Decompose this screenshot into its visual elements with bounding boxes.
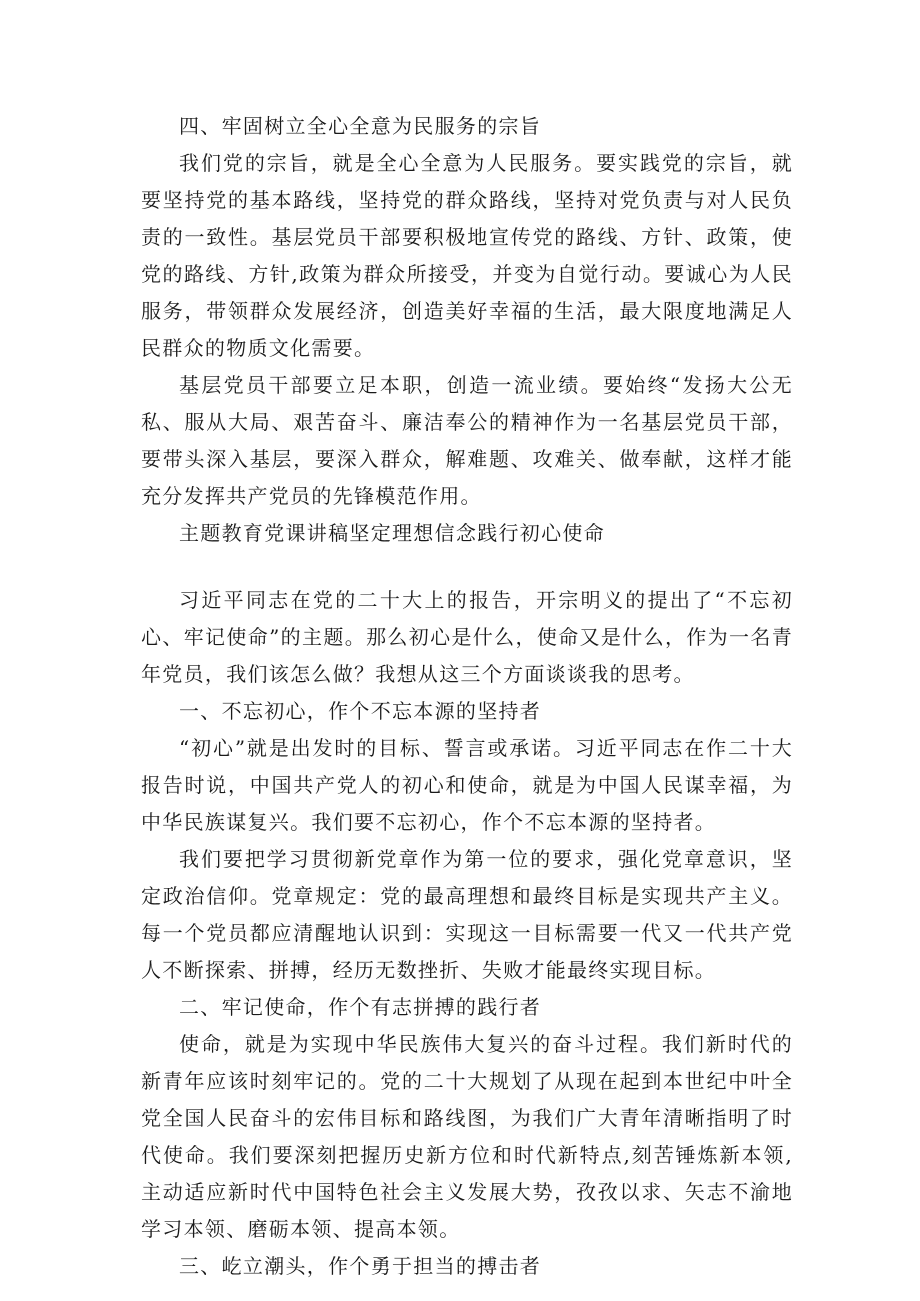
- section4-heading: 四、牢固树立全心全意为民服务的宗旨: [179, 114, 542, 138]
- paragraph-mission: 使命，就是为实现中华民族伟大复兴的奋斗过程。我们新时代的新青年应该时刻牢记的。党的二十大规划了从现在起到本世纪中叶全党全国人民奋斗的宏伟目标和路线图，为我们广大青年清晰指明了时代使命。我们要深刻把握历史新方位和时代新特点,刻苦锤炼新本领,主动适应新时代中国特色社会主义发展大势，孜孜以求、矢志不渝地学习本领、磨砺本领、提高本领。: [141, 1032, 793, 1241]
- paragraph-party-constitution: 我们要把学习贯彻新党章作为第一位的要求，强化党章意识，坚定政治信仰。党章规定：党的最高理想和最终目标是实现共产主义。每一个党员都应清醒地认识到：实现这一目标需要一代又一代共产党人不断探索、拼搏，经历无数挫折、失败才能最终实现目标。: [141, 847, 793, 982]
- heading-section-2: 二、牢记使命，作个有志拼搏的践行者: [179, 995, 542, 1019]
- paragraph-intro: 习近平同志在党的二十大上的报告，开宗明义的提出了“不忘初心、牢记使命”的主题。那么初心是什么，使命又是什么，作为一名青年党员，我们该怎么做？我想从这三个方面谈谈我的思考。: [141, 588, 793, 686]
- blank-line: [141, 552, 793, 582]
- article-title: 主题教育党课讲稿坚定理想信念践行初心使命: [179, 521, 605, 545]
- document-body: [141, 108, 793, 1285]
- heading-section-3: 三、屹立潮头，作个勇于担当的搏击者: [179, 1254, 542, 1278]
- heading-section-1: 一、不忘初心，作个不忘本源的坚持者: [179, 699, 542, 723]
- paragraph-grassroots-cadres: 基层党员干部要立足本职，创造一流业绩。要始终“发扬大公无私、服从大局、艰苦奋斗、廉洁奉公的精神作为一名基层党员干部，要带头深入基层，要深入群众，解难题、攻难关、做奉献，这样才能充分发挥共产党员的先锋模范作用。: [141, 373, 793, 508]
- paragraph-original-aspiration: “初心”就是出发时的目标、誓言或承诺。习近平同志在作二十大报告时说，中国共产党人的初心和使命，就是为中国人民谋幸福，为中华民族谋复兴。我们要不忘初心，作个不忘本源的坚持者。: [141, 736, 793, 834]
- paragraph-party-purpose: 我们党的宗旨，就是全心全意为人民服务。要实践党的宗旨，就要坚持党的基本路线，坚持党的群众路线，坚持对党负责与对人民负责的一致性。基层党员干部要积极地宣传党的路线、方针、政策，使党的路线、方针,政策为群众所接受，并变为自觉行动。要诚心为人民服务，带领群众发展经济，创造美好幸福的生活，最大限度地满足人民群众的物质文化需要。: [141, 151, 793, 360]
